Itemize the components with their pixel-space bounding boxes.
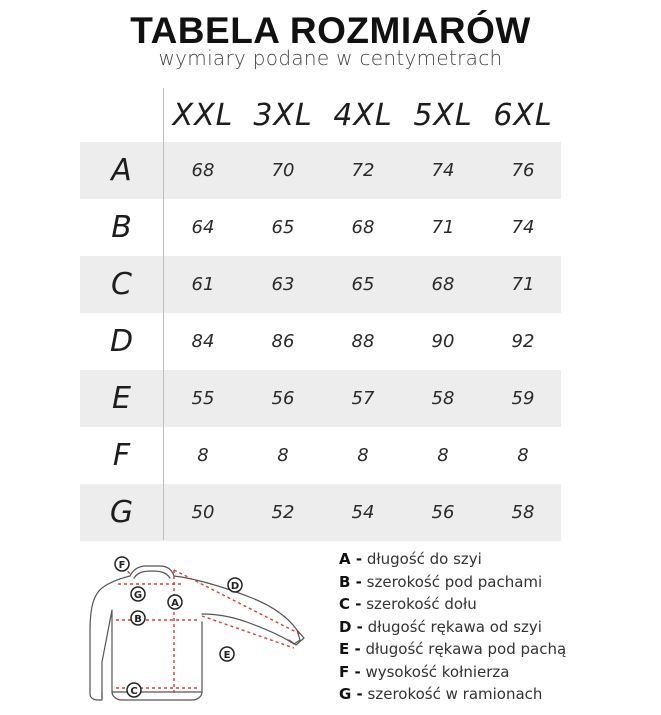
legend-text: długość rękawa pod pachą [360,640,567,658]
table-cell: 8 [197,445,209,466]
marker-f-icon [115,557,129,571]
table-cell: 58 [511,502,535,523]
marker-c-icon [127,683,141,697]
table-cell: 8 [277,445,289,466]
legend-key: F - [339,662,361,681]
legend-item-f [339,661,659,684]
table-cell: 54 [351,502,375,523]
table-cell: 59 [511,388,535,409]
table-cell: 56 [271,388,295,409]
table-cell: 68 [351,217,375,238]
table-row-f [80,427,561,484]
table-cell: 71 [431,217,455,238]
marker-e-icon [220,647,234,661]
table-cell: 63 [271,274,295,295]
sweatshirt-measurement-diagram [82,552,332,712]
table-cell: 92 [511,331,535,352]
table-row-c [80,256,561,313]
row-label-g: G [109,495,134,530]
size-header-row [163,88,561,142]
measurement-legend [339,548,659,706]
legend-key: A - [339,550,363,568]
row-label-c: C [111,267,132,302]
table-cell: 56 [431,502,455,523]
size-header-3xl: 3XL [253,98,313,133]
legend-text: długość do szyi [362,550,482,568]
size-table [80,88,561,540]
marker-d-label: D [230,581,240,592]
table-cell: 88 [351,331,375,352]
legend-text: szerokość w ramionach [362,685,543,703]
table-cell: 52 [271,502,295,523]
row-label-d: D [109,324,134,359]
table-cell: 55 [191,388,215,409]
legend-item-e [339,638,659,661]
marker-b-icon [131,611,145,625]
table-cell: 65 [271,217,295,238]
marker-g-icon [131,587,145,601]
table-cell: 65 [351,274,375,295]
marker-d-icon [228,578,242,592]
row-label-a: A [111,153,132,188]
row-label-b: B [111,210,132,245]
table-cell: 8 [357,445,369,466]
legend-key: B - [339,572,362,591]
legend-key: D - [339,617,363,636]
marker-b-label: B [134,614,142,625]
marker-f-label: F [118,560,126,571]
row-label-e: E [112,381,131,416]
legend-key: C - [339,595,362,613]
table-cell: 57 [351,388,375,409]
size-header-xxl: XXL [172,98,234,133]
table-cell: 68 [191,160,215,181]
table-cell: 8 [437,445,449,466]
table-cell: 74 [431,160,455,181]
legend-item-b [339,571,659,594]
page-title: TABELA ROZMIARÓW [130,10,531,51]
legend-text: wysokość kołnierza [360,662,510,681]
marker-g-label: G [133,590,143,601]
table-cell: 72 [351,160,375,181]
table-cell: 8 [517,445,529,466]
marker-a-label: A [171,598,179,609]
size-header-4xl: 4XL [333,98,393,133]
table-cell: 50 [191,502,215,523]
marker-e-label: E [223,650,231,661]
table-cell: 68 [431,274,455,295]
legend-item-c [339,593,659,616]
legend-item-a [339,548,659,571]
table-row-g [80,484,561,541]
table-divider [163,88,164,540]
row-label-f: F [112,438,131,473]
table-cell: 61 [191,274,215,295]
table-cell: 70 [271,160,295,181]
table-cell: 86 [271,331,295,352]
table-cell: 71 [511,274,535,295]
table-cell: 84 [191,331,215,352]
legend-key: G - [339,685,363,703]
marker-c-label: C [130,686,138,697]
table-cell: 76 [511,160,535,181]
table-cell: 90 [431,331,455,352]
table-row-e [80,370,561,427]
size-header-5xl: 5XL [413,98,473,133]
marker-a-icon [168,595,182,609]
table-cell: 58 [431,388,455,409]
table-row-a [80,142,561,199]
legend-item-d [339,616,659,639]
page-subtitle: wymiary podane w centymetrach [158,46,503,70]
size-header-6xl: 6XL [493,98,553,133]
table-row-d [80,313,561,370]
legend-text: długość rękawa od szyi [362,617,542,636]
legend-key: E - [339,640,361,658]
legend-item-g [339,683,659,706]
legend-text: szerokość dołu [361,595,477,613]
table-row-b [80,199,561,256]
table-cell: 74 [511,217,535,238]
table-cell: 64 [191,217,215,238]
legend-text: szerokość pod pachami [361,572,543,591]
